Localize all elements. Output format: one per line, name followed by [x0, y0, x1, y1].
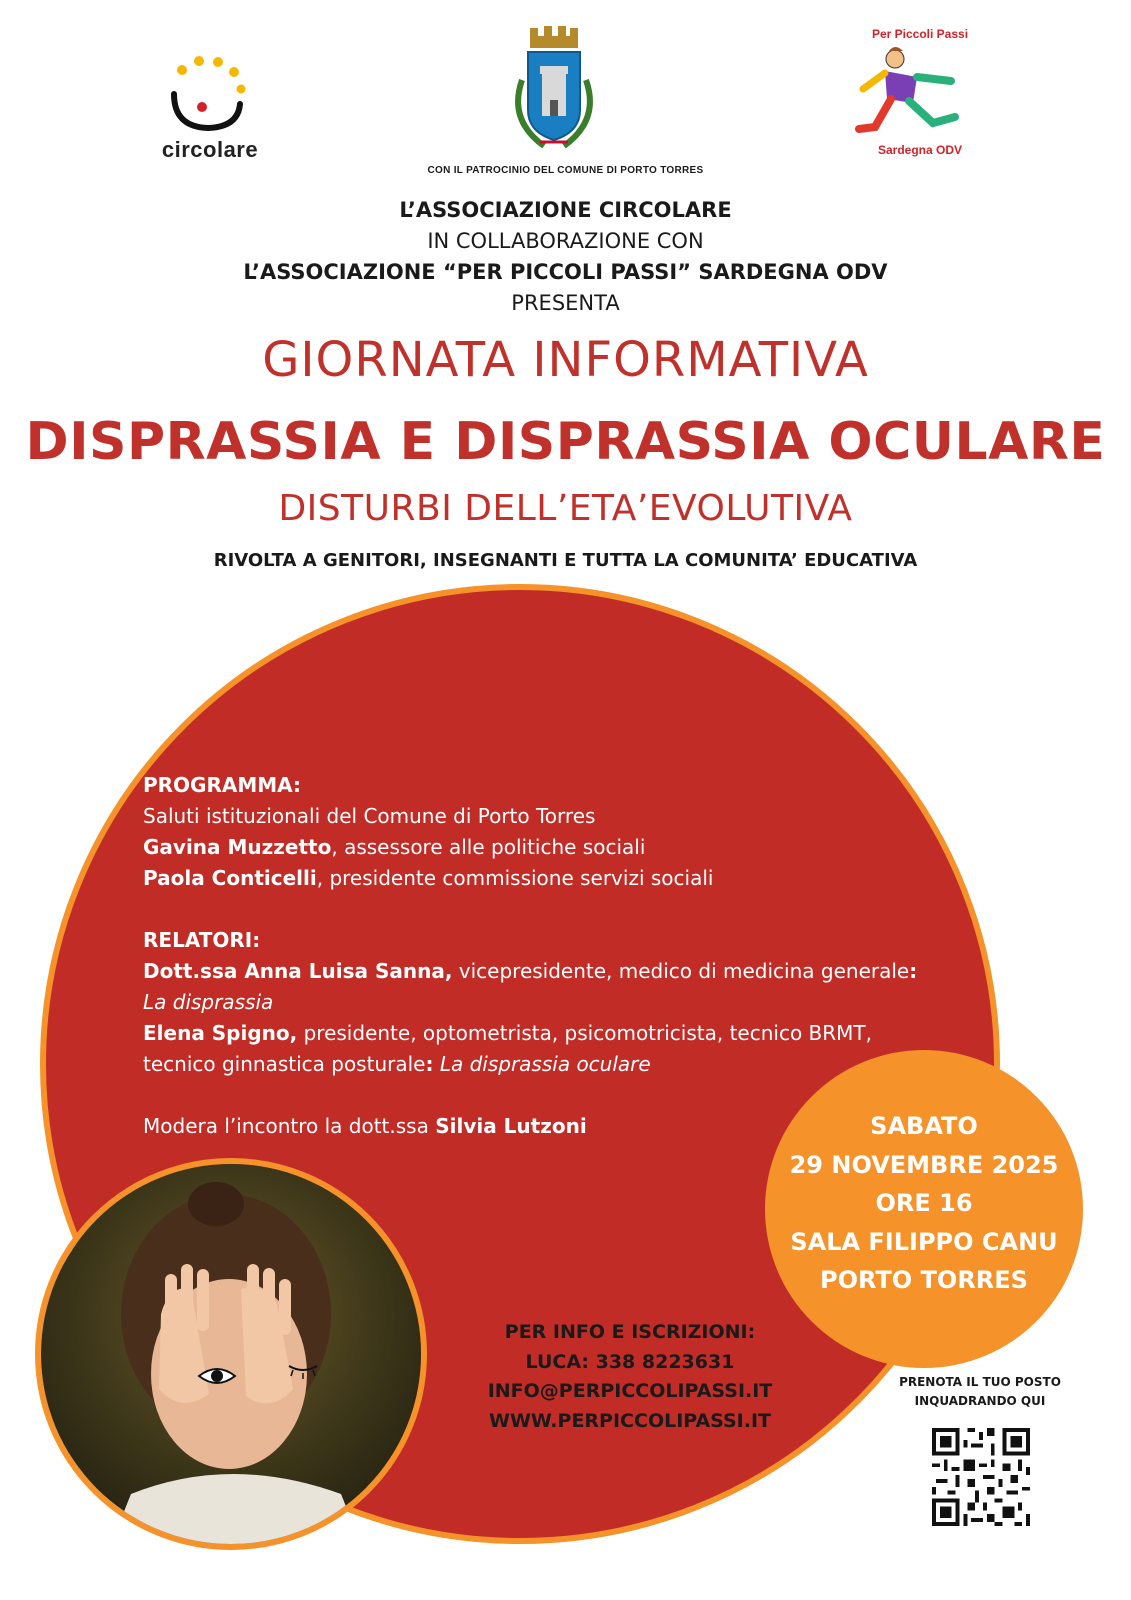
event-day: SABATO — [870, 1112, 978, 1140]
piccoli-logo-bottom-text: Sardegna ODV — [877, 143, 963, 157]
piccoli-logo-top-text: Per Piccoli Passi — [871, 27, 969, 41]
speaker-role: presidente, optometrista, psicomotricista, tecnico BRMT, — [297, 1021, 872, 1045]
speaker-topic: La disprassia — [143, 990, 274, 1014]
comune-crest — [500, 20, 630, 170]
info-website[interactable]: WWW.PERPICCOLIPASSI.IT — [488, 1409, 771, 1432]
partner-line: L’ASSOCIAZIONE “PER PICCOLI PASSI” SARDEGNA ODV — [243, 260, 888, 284]
speaker-colon: : — [425, 1052, 434, 1076]
event-venue: SALA FILIPPO CANU — [790, 1227, 1058, 1256]
speaker-topic: La disprassia oculare — [433, 1052, 651, 1076]
program-person-role: , presidente commissione servizi sociali — [316, 866, 714, 890]
presents-line: PRESENTA — [511, 291, 620, 315]
speaker-name: Elena Spigno, — [143, 1021, 298, 1045]
speaker-name: Dott.ssa Anna Luisa Sanna, — [143, 959, 453, 983]
main-title: DISPRASSIA E DISPRASSIA OCULARE — [25, 412, 1106, 472]
child-photo — [35, 1158, 427, 1550]
info-block — [470, 1318, 790, 1436]
qr-label-line2: INQUADRANDO QUI — [914, 1394, 1046, 1408]
speaker-1 — [143, 956, 1003, 987]
circolare-logo — [150, 52, 270, 172]
patronage-text: CON IL PATROCINIO DEL COMUNE DI PORTO TORRES — [427, 165, 704, 176]
circolare-logo-mark — [150, 52, 270, 142]
event-date: 29 NOVEMBRE 2025 — [789, 1150, 1059, 1179]
moderator-prefix: Modera l’incontro la dott.ssa — [143, 1114, 436, 1138]
program-heading: PROGRAMMA: — [143, 773, 302, 797]
speaker-1-topic — [143, 987, 1003, 1018]
speaker-role: vicepresidente, medico di medicina generale — [452, 959, 910, 983]
event-city: PORTO TORRES — [820, 1266, 1028, 1294]
program-item-1 — [143, 832, 1003, 863]
event-time: ORE 16 — [875, 1189, 973, 1217]
running-child-icon — [855, 37, 985, 147]
speaker-2 — [143, 1018, 1003, 1049]
audience-line: RIVOLTA A GENITORI, INSEGNANTI E TUTTA LA COMUNITA’ EDUCATIVA — [213, 550, 918, 571]
subtitle: DISTURBI DELL’ETA’EVOLUTIVA — [278, 488, 853, 529]
speakers-heading: RELATORI: — [143, 928, 261, 952]
program-person-name: Gavina Muzzetto — [143, 835, 332, 859]
program-person-name: Paola Conticelli — [143, 866, 317, 890]
organizer-line: L’ASSOCIAZIONE CIRCOLARE — [399, 198, 732, 222]
moderator-name: Silvia Lutzoni — [435, 1114, 587, 1138]
circolare-logo-text: circolare — [161, 137, 259, 162]
child-covering-eyes-image — [41, 1164, 421, 1544]
info-heading: PER INFO E ISCRIZIONI: — [504, 1321, 756, 1343]
info-phone[interactable]: LUCA: 338 8223631 — [525, 1350, 735, 1373]
event-details — [765, 1107, 1083, 1300]
crest-icon — [500, 20, 630, 160]
collaboration-line: IN COLLABORAZIONE CON — [427, 229, 704, 253]
speaker-colon: : — [909, 959, 918, 983]
qr-label — [890, 1373, 1070, 1411]
program-person-role: , assessore alle politiche sociali — [331, 835, 646, 859]
qr-code-icon[interactable] — [932, 1428, 1030, 1526]
program-item-saluti: Saluti istituzionali del Comune di Porto Torres — [143, 804, 596, 828]
event-type-title: GIORNATA INFORMATIVA — [262, 332, 869, 388]
info-email[interactable]: INFO@PERPICCOLIPASSI.IT — [487, 1380, 773, 1402]
qr-label-line1: PRENOTA IL TUO POSTO — [899, 1375, 1061, 1389]
program-item-2 — [143, 863, 1003, 894]
per-piccoli-passi-logo — [860, 25, 990, 165]
speaker-role: tecnico ginnastica posturale — [143, 1052, 426, 1076]
